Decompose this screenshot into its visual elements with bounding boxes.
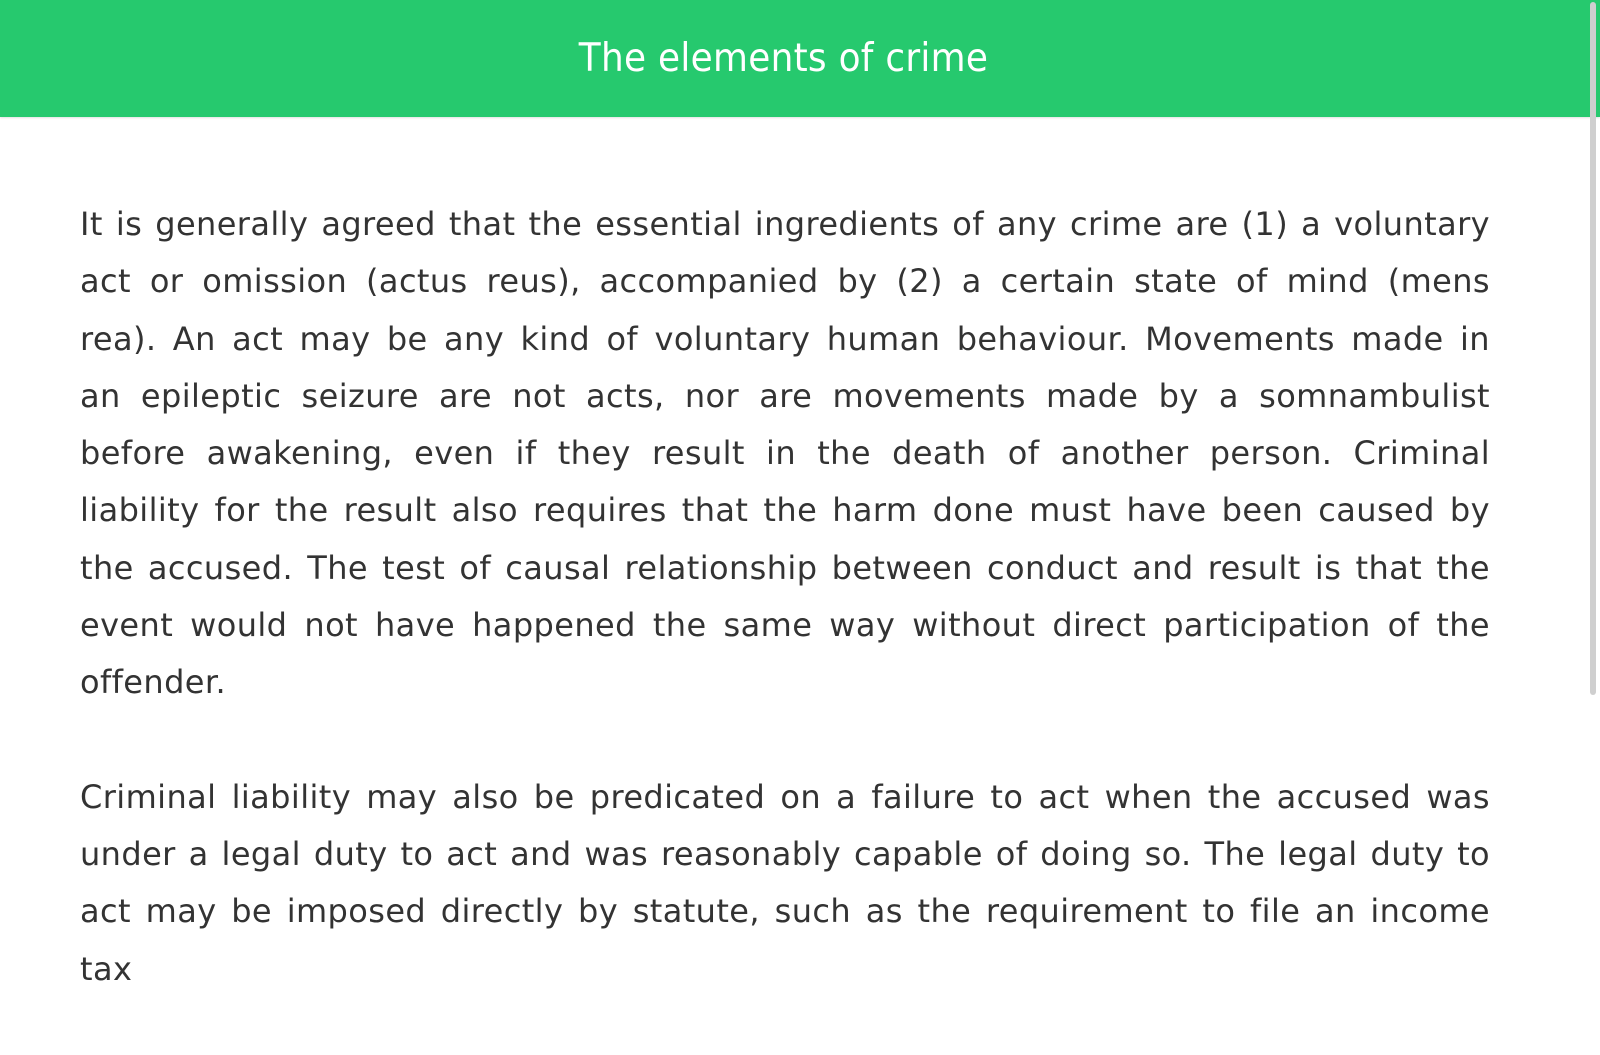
- scrollbar-thumb[interactable]: [1590, 2, 1596, 695]
- vertical-scrollbar[interactable]: [1588, 0, 1600, 900]
- app-header: [0, 0, 1600, 117]
- page-title: The elements of crime: [579, 36, 989, 81]
- article-body: [80, 196, 1490, 1055]
- paragraph-1: It is generally agreed that the essential ingredients of any crime are (1) a voluntary act or omission (actus reus), accompanied by (2) a certain state of mind (mens rea). An act may be any kind of voluntary human behaviour. Movements made in an epileptic seizure are not acts, nor are movements made by a somnambulist before awakening, even if they result in the death of another person. Criminal liability for the result also requires that the harm done must have been caused by the accused. The test of causal relationship between conduct and result is that the event would not have happened the same way without direct participation of the offender.: [80, 205, 1490, 702]
- paragraph-2: Criminal liability may also be predicated on a failure to act when the accused was under a legal duty to act and was reasonably capable of doing so. The legal duty to act may be imposed directly by statute, such as the requirement to file an income tax: [80, 777, 1490, 988]
